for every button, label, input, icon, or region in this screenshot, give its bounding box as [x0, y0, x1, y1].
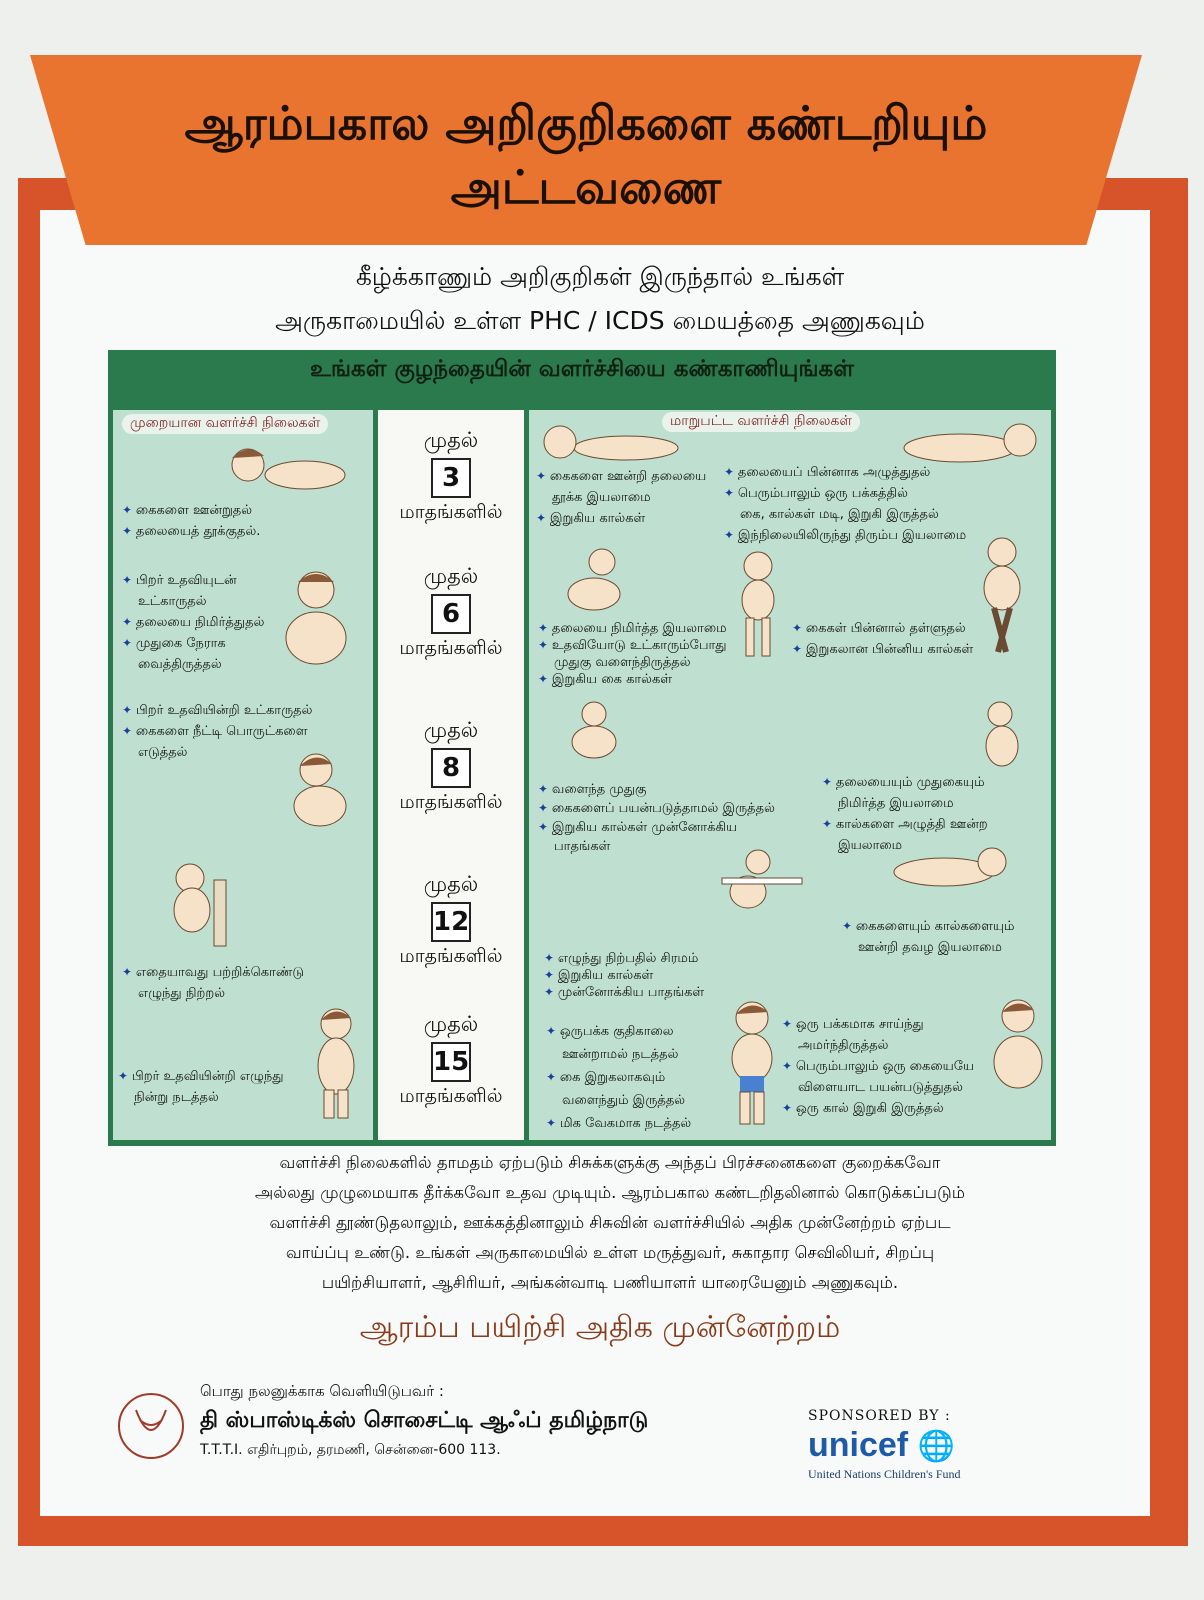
abnormal-15m-list-a: [546, 1020, 691, 1135]
abnormal-6m-list-b: [792, 618, 973, 660]
spastics-society-logo: [116, 1390, 186, 1462]
list-item: ✦ கால்களை அழுத்தி ஊன்ற: [822, 814, 988, 835]
baby-head-lag-illustration: [556, 548, 636, 618]
age-months: மாதங்களில்: [399, 637, 503, 659]
list-item: ✦ கை இறுகலாகவும்: [546, 1066, 691, 1089]
unicef-logo: [808, 1426, 955, 1465]
list-item: ஊன்றி தவழ இயலாமை: [858, 940, 1002, 955]
list-item: ✦ உதவியோடு உட்காரும்போது: [538, 637, 727, 654]
normal-8m-list: [122, 700, 312, 763]
list-item: ✦ கைகளை ஊன்றுதல்: [122, 500, 260, 521]
subtitle-line1: கீழ்க்காணும் அறிகுறிகள் இருந்தால் உங்கள்: [355, 262, 845, 291]
baby-sitting-illustration: [268, 568, 364, 668]
list-item: ✦ ஒரு கால் இறுகி இருத்தல்: [782, 1098, 974, 1119]
list-item: தூக்க இயலாமை: [552, 490, 651, 505]
baby-one-sided-illustration: [980, 998, 1056, 1108]
list-item: ✦ தலையை நிமிர்த்த இயலாமை: [538, 620, 727, 637]
body-line: வாய்ப்பு உண்டு. உங்கள் அருகாமையில் உள்ள மருத்துவர், சுகாதார செவிலியர், சிறப்பு: [285, 1243, 935, 1262]
list-item: ✦ பெரும்பாலும் ஒரு பக்கத்தில்: [724, 483, 966, 504]
list-item: ✦ பிறர் உதவியுடன்: [122, 570, 264, 591]
abnormal-6m-list-a: [538, 620, 727, 688]
list-item: ✦ மிக வேகமாக நடத்தல்: [546, 1112, 691, 1135]
list-item: ✦ தலையைப் பின்னாக அழுத்துதல்: [724, 462, 966, 483]
list-item: ✦ இறுகிய கால்கள் முன்னோக்கிய: [538, 818, 775, 837]
baby-prone-illustration: [220, 440, 350, 500]
slogan: ஆரம்ப பயிற்சி அதிக முன்னேற்றம்: [359, 1310, 841, 1345]
normal-12m-list: [122, 962, 304, 1004]
list-item: ✦ வளைந்த முதுகு: [538, 780, 775, 799]
list-item: ✦ எதையாவது பற்றிக்கொண்டு: [122, 962, 304, 983]
list-item: ✦ முதுகை நேராக: [122, 633, 264, 654]
abnormal-8m-list-a: [538, 780, 775, 856]
list-item: ✦ தலையையும் முதுகையும்: [822, 772, 988, 793]
list-item: ✦ கைகளைப் பயன்படுத்தாமல் இருத்தல்: [538, 799, 775, 818]
age-from: முதல்: [423, 564, 479, 588]
age-months: மாதங்களில்: [399, 791, 503, 813]
age-months: மாதங்களில்: [399, 501, 503, 523]
age-number: 3: [431, 458, 471, 498]
subtitle-line2: அருகாமையில் உள்ள PHC / ICDS மையத்தை அணுகவும்: [275, 306, 925, 335]
board-heading: உங்கள் குழந்தையின் வளர்ச்சியை கண்காணியுங்கள்: [310, 356, 854, 382]
unicef-full-name: United Nations Children's Fund: [808, 1467, 961, 1481]
body-line: அல்லது முழுமையாக தீர்க்கவோ உதவ முடியும். ஆரம்பகால கண்டறிதலினால் கொடுக்கப்படும்: [254, 1183, 966, 1202]
baby-arched-illustration: [880, 414, 1040, 474]
globe-icon: 🌐: [917, 1430, 955, 1463]
published-by-label: பொது நலனுக்காக வெளியிடுபவர் :: [200, 1382, 444, 1400]
sponsored-by-label: SPONSORED BY :: [808, 1408, 951, 1424]
age-number: 8: [431, 748, 471, 788]
baby-supported-illustration: [974, 700, 1044, 784]
age-block-6: [378, 564, 524, 662]
age-from: முதல்: [423, 718, 479, 742]
baby-stiff-sitting-illustration: [728, 550, 792, 660]
list-item: கை, கால்கள் மடி, இறுகி இருத்தல்: [740, 507, 939, 522]
list-item: ✦ பெரும்பாலும் ஒரு கையையே: [782, 1056, 974, 1077]
list-item: ✦ பிறர் உதவியின்றி உட்காருதல்: [122, 700, 312, 721]
list-item: ✦ இறுகலான பின்னிய கால்கள்: [792, 639, 973, 660]
list-item: முதுகு வளைந்திருத்தல்: [554, 655, 691, 670]
list-item: ஊன்றாமல் நடத்தல்: [562, 1047, 679, 1062]
baby-scissor-legs-illustration: [972, 536, 1042, 656]
unicef-wordmark: unicef: [808, 1426, 909, 1464]
list-item: ✦ கைகளை ஊன்றி தலையை: [536, 466, 706, 487]
poster-title-line2: அட்டவணை: [450, 160, 722, 214]
list-item: அமர்ந்திருத்தல்: [798, 1038, 889, 1053]
abnormal-header: மாறுபட்ட வளர்ச்சி நிலைகள்: [662, 412, 860, 432]
list-item: ✦ இறுகிய கால்கள்: [536, 508, 706, 529]
list-item: ✦ முன்னோக்கிய பாதங்கள்: [544, 984, 704, 1001]
baby-table-illustration: [718, 848, 808, 932]
list-item: ✦ ஒருபக்க குதிகாலை: [546, 1020, 691, 1043]
body-line: வளர்ச்சி நிலைகளில் தாமதம் ஏற்படும் சிசுக்களுக்கு அந்தப் பிரச்சனைகளை குறைக்கவோ: [279, 1153, 941, 1172]
age-months: மாதங்களில்: [399, 1085, 503, 1107]
age-block-15: [378, 1012, 524, 1110]
age-months: மாதங்களில்: [399, 945, 503, 967]
baby-standing-illustration: [150, 860, 250, 950]
age-from: முதல்: [423, 872, 479, 896]
abnormal-3m-list-a: [536, 466, 706, 529]
age-from: முதல்: [423, 1012, 479, 1036]
list-item: ✦ இந்நிலையிலிருந்து திரும்ப இயலாமை: [724, 525, 966, 546]
baby-abnormal-prone-illustration: [536, 420, 686, 470]
organization-address: T.T.T.I. எதிர்புறம், தரமணி, சென்னை-600 113.: [200, 1442, 501, 1458]
list-item: ✦ இறுகிய கால்கள்: [544, 967, 704, 984]
age-number: 15: [431, 1042, 471, 1082]
poster-title-line1: ஆரம்பகால அறிகுறிகளை கண்டறியும்: [184, 96, 988, 150]
organization-name: தி ஸ்பாஸ்டிக்ஸ் சொசைட்டி ஆஃப் தமிழ்நாடு: [200, 1408, 649, 1433]
list-item: ✦ ஒரு பக்கமாக சாய்ந்து: [782, 1014, 974, 1035]
list-item: ✦ கைகள் பின்னால் தள்ளுதல்: [792, 618, 973, 639]
list-item: எழுந்து நிற்றல்: [138, 986, 226, 1001]
baby-round-back-illustration: [566, 700, 626, 762]
list-item: உட்காருதல்: [138, 594, 207, 609]
list-item: இயலாமை: [838, 838, 903, 853]
age-number: 6: [431, 594, 471, 634]
normal-header: முறையான வளர்ச்சி நிலைகள்: [122, 414, 328, 434]
baby-walking-illustration: [306, 1004, 366, 1124]
body-line: பயிற்சியாளர், ஆசிரியர், அங்கன்வாடி பணியாளர் யாரையேனும் அணுகவும்.: [321, 1273, 899, 1292]
age-from: முதல்: [423, 428, 479, 452]
list-item: விளையாட பயன்படுத்துதல்: [798, 1080, 963, 1095]
normal-15m-list: [118, 1066, 283, 1108]
list-item: வைத்திருத்தல்: [138, 657, 222, 672]
age-block-3: [378, 428, 524, 526]
age-block-12: [378, 872, 524, 970]
normal-6m-list: [122, 570, 264, 675]
normal-3m-list: [122, 500, 260, 542]
list-item: வளைந்தும் இருத்தல்: [562, 1093, 686, 1108]
abnormal-12m-list-a: [544, 950, 704, 1001]
age-block-8: [378, 718, 524, 816]
age-number: 12: [431, 902, 471, 942]
list-item: ✦ தலையை நிமிர்த்துதல்: [122, 612, 264, 633]
baby-toe-walk-illustration: [714, 1000, 790, 1130]
abnormal-12m-list-b: [842, 916, 1014, 958]
list-item: ✦ கைகளை நீட்டி பொருட்களை: [122, 721, 312, 742]
list-item: ✦ பிறர் உதவியின்றி எழுந்து: [118, 1066, 283, 1087]
list-item: நின்று நடத்தல்: [134, 1090, 219, 1105]
list-item: ✦ கைகளையும் கால்களையும்: [842, 916, 1014, 937]
abnormal-15m-list-b: [782, 1014, 974, 1119]
baby-reaching-illustration: [286, 750, 366, 830]
list-item: நிமிர்த்த இயலாமை: [838, 796, 954, 811]
baby-crawl-illustration: [864, 842, 1014, 902]
list-item: ✦ எழுந்து நிற்பதில் சிரமம்: [544, 950, 704, 967]
list-item: ✦ தலையைத் தூக்குதல்.: [122, 521, 260, 542]
list-item: எடுத்தல்: [138, 745, 188, 760]
body-line: வளர்ச்சி தூண்டுதலாலும், ஊக்கத்தினாலும் சிசுவின் வளர்ச்சியில் அதிக முன்னேற்றம் ஏற்பட: [269, 1213, 951, 1232]
list-item: பாதங்கள்: [554, 839, 611, 854]
abnormal-3m-list-b: [724, 462, 966, 546]
list-item: ✦ இறுகிய கை கால்கள்: [538, 671, 727, 688]
body-paragraph: [140, 1148, 1080, 1298]
